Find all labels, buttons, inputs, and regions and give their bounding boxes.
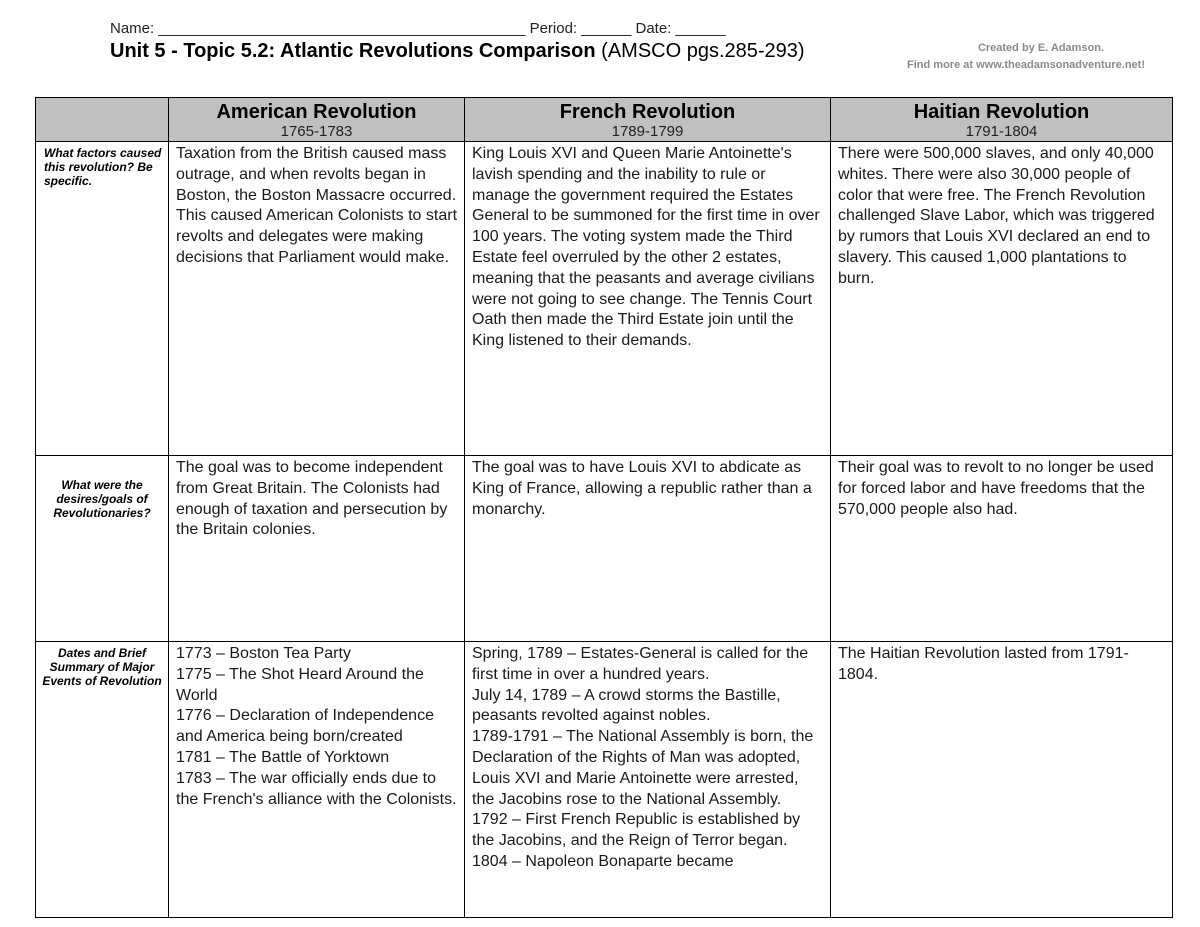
cell-haitian-events: The Haitian Revolution lasted from 1791-1804. [831,642,1173,918]
header-french [465,98,831,142]
cell-haitian-causes: There were 500,000 slaves, and only 40,000 whites. There were also 30,000 people of color that were free. The French Revolution challenged Slave Labor, which was triggered by rumors that Louis XVI declared an end to slavery. This caused 1,000 plantations to burn. [831,142,1173,456]
table-row-events [36,642,1173,918]
header-corner-cell [36,98,169,142]
row-question: What factors caused this revolution? Be specific. [36,142,169,456]
event-item: July 14, 1789 – A crowd storms the Bastille, peasants revolted against nobles. [472,686,781,725]
column-years: 1791-1804 [965,123,1038,140]
event-item: 1775 – The Shot Heard Around the World [176,665,424,704]
event-item: 1781 – The Battle of Yorktown [176,748,390,766]
column-title: American Revolution [216,101,417,123]
name-period-date-line: Name: ____________________________________________ Period: ______ Date: ______ [110,20,726,37]
header-american [169,98,465,142]
comparison-table [35,97,1173,918]
event-item: 1789-1791 – The National Assembly is born, the Declaration of the Rights of Man was adopted, Louis XVI and Marie Antoinette were arrested, the Jacobins rose to the National Assembly. [472,728,814,808]
event-item: 1776 – Declaration of Independence and America being born/created [176,707,434,746]
table-header-row [36,98,1173,142]
cell-french-goals: The goal was to have Louis XVI to abdicate as King of France, allowing a republic rather than a monarchy. [465,456,831,642]
event-item: 1773 – Boston Tea Party [176,645,351,662]
row-question: What were the desires/goals of Revolutionaries? [36,456,169,642]
event-item: Spring, 1789 – Estates-General is called for the first time in over a hundred years. [472,645,809,683]
header-haitian [831,98,1173,142]
cell-american-goals: The goal was to become independent from Great Britain. The Colonists had enough of taxation and persecution by the Britain colonies. [169,456,465,642]
credit-author: Created by E. Adamson. [977,42,1105,54]
event-item: 1783 – The war officially ends due to the French's alliance with the Colonists. [176,769,457,808]
cell-french-events [465,642,831,918]
cell-haitian-goals: Their goal was to revolt to no longer be used for forced labor and have freedoms that the 570,000 people also had. [831,456,1173,642]
cell-american-events [169,642,465,918]
table-row-causes [36,142,1173,456]
column-years: 1789-1799 [611,123,684,140]
title-pages: (AMSCO pgs.285-293) [595,40,805,62]
title-main: Unit 5 - Topic 5.2: Atlantic Revolutions Comparison [110,40,596,62]
row-question: Dates and Brief Summary of Major Events of Revolution [36,642,169,918]
event-item: 1792 – First French Republic is established by the Jacobins, and the Reign of Terror began. [472,811,801,850]
document-title [110,40,805,63]
event-item: 1804 – Napoleon Bonaparte became [472,852,734,870]
credit-website: Find more at www.theadamsonadventure.net! [907,59,1145,71]
credit-block [876,40,1176,74]
column-title: Haitian Revolution [913,101,1090,123]
column-years: 1765-1783 [280,123,353,140]
cell-american-causes: Taxation from the British caused mass outrage, and when revolts began in Boston, the Boston Massacre occurred. This caused American Colonists to start revolts and delegates were making decisions that Parliament would make. [169,142,465,456]
column-title: French Revolution [559,101,736,123]
table-row-goals [36,456,1173,642]
cell-french-causes: King Louis XVI and Queen Marie Antoinette's lavish spending and the inability to rule or manage the government required the Estates General to be summoned for the first time in over 100 years. The voting system made the Third Estate feel overruled by the other 2 estates, meaning that the peasants and average civilians were not going to see change. The Tennis Court Oath then made the Third Estate join until the King listened to their demands. [465,142,831,456]
